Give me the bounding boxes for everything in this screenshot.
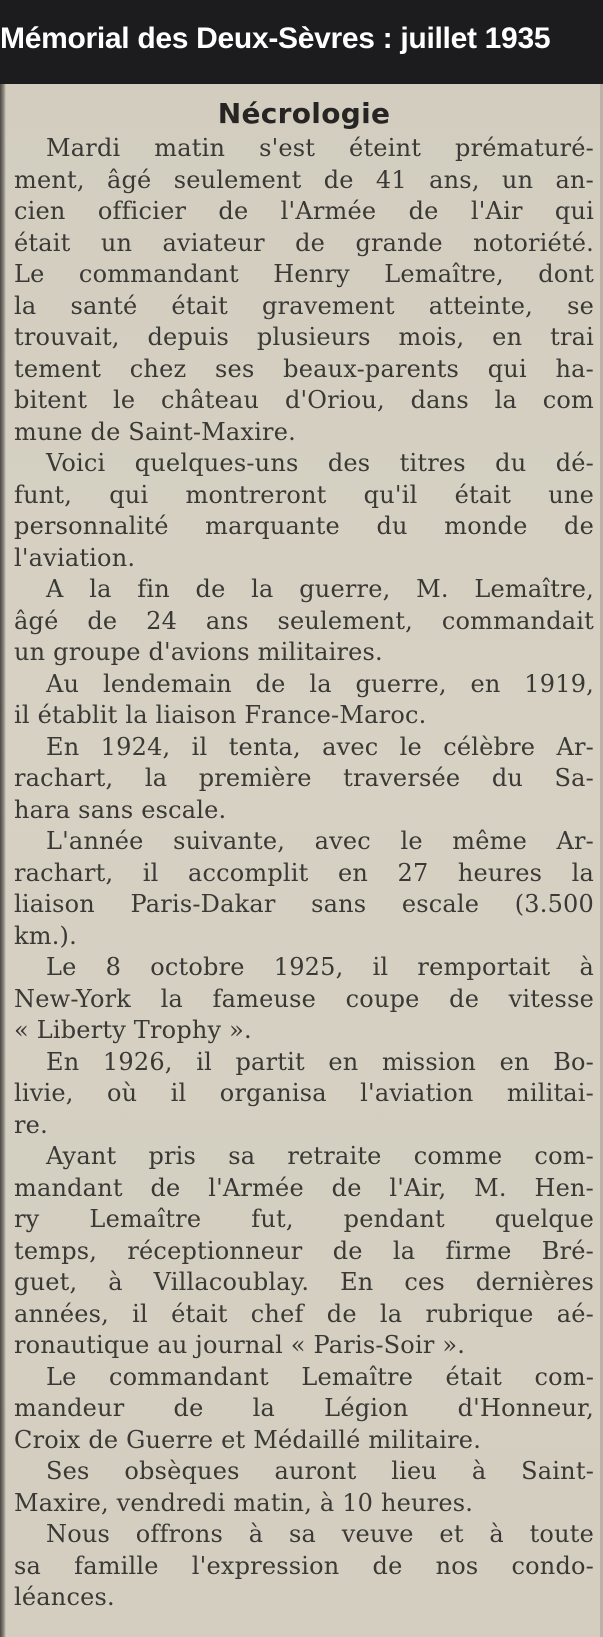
text-line: New-York la fameuse coupe de vitesse: [14, 984, 594, 1013]
text-line: temps, réceptionneur de la firme Bré-: [14, 1236, 594, 1265]
page-title: Mémorial des Deux-Sèvres : juillet 1935: [0, 22, 551, 55]
article-headline: Nécrologie: [217, 97, 391, 130]
text-line: En 1926, il partit en mission en Bo-: [46, 1047, 594, 1076]
text-line: Le commandant Lemaître était com-: [46, 1362, 594, 1391]
text-line: funt, qui montreront qu'il était une: [14, 480, 594, 509]
obituary-article: [14, 84, 594, 1614]
text-line: l'aviation.: [14, 543, 136, 572]
text-line: rachart, la première traversée du Sa-: [14, 764, 594, 792]
article-body: [14, 133, 594, 1614]
newspaper-clipping: [0, 84, 603, 1637]
text-line: mandeur de la Légion d'Honneur,: [14, 1394, 594, 1422]
text-line: bitent le château d'Oriou, dans la com: [14, 386, 594, 414]
text-line: cien officier de l'Armée de l'Air qui: [14, 197, 594, 225]
text-line: années, il était chef de la rubrique aé-: [14, 1299, 594, 1328]
text-line: ment, âgé seulement de 41 ans, un an-: [14, 165, 594, 194]
text-line: guet, à Villacoublay. En ces dernières: [14, 1268, 594, 1296]
text-line: liaison Paris-Dakar sans escale (3.500: [14, 890, 594, 918]
text-line: sa famille l'expression de nos condo-: [14, 1551, 594, 1580]
text-line: ry Lemaître fut, pendant quelque: [14, 1205, 594, 1233]
text-line: L'année suivante, avec le même Ar-: [46, 827, 594, 855]
paper-edge-left: [0, 84, 6, 1637]
text-line: personnalité marquante du monde de: [14, 512, 594, 540]
text-line: Le 8 octobre 1925, il remportait à: [46, 953, 594, 981]
text-line: Maxire, vendredi matin, à 10 heures.: [14, 1488, 474, 1517]
text-line: Ses obsèques auront lieu à Saint-: [46, 1457, 594, 1485]
text-line: Croix de Guerre et Médaillé militaire.: [14, 1425, 482, 1454]
text-line: km.).: [14, 921, 77, 950]
text-line: livie, où il organisa l'aviation militai-: [14, 1079, 594, 1107]
text-line: la santé était gravement atteinte, se: [14, 291, 594, 320]
text-line: A la fin de la guerre, M. Lemaître,: [46, 575, 594, 603]
text-line: Nous offrons à sa veuve et à toute: [46, 1520, 594, 1548]
text-line: re.: [14, 1110, 48, 1139]
text-line: était un aviateur de grande notoriété.: [14, 228, 594, 257]
text-line: rachart, il accomplit en 27 heures la: [14, 858, 594, 887]
text-line: âgé de 24 ans seulement, commandait: [14, 606, 594, 635]
text-line: Voici quelques-uns des titres du dé-: [46, 449, 594, 477]
text-line: trouvait, depuis plusieurs mois, en trai: [14, 323, 594, 351]
text-line: Le commandant Henry Lemaître, dont: [14, 260, 594, 288]
text-line: léances.: [14, 1583, 115, 1611]
text-line: Ayant pris sa retraite comme com-: [46, 1142, 594, 1170]
text-line: ronautique au journal « Paris-Soir ».: [14, 1331, 466, 1359]
text-line: Au lendemain de la guerre, en 1919,: [46, 669, 594, 698]
text-line: Mardi matin s'est éteint prématuré-: [46, 134, 594, 162]
text-line: il établit la liaison France-Maroc.: [14, 701, 427, 729]
text-line: En 1924, il tenta, avec le célèbre Ar-: [46, 732, 594, 761]
text-line: mandant de l'Armée de l'Air, M. Hen-: [14, 1173, 594, 1202]
text-line: hara sans escale.: [14, 795, 227, 824]
text-line: un groupe d'avions militaires.: [14, 638, 383, 666]
header-bar: [0, 0, 603, 82]
text-line: mune de Saint-Maxire.: [14, 417, 296, 446]
text-line: « Liberty Trophy ».: [14, 1016, 252, 1044]
text-line: tement chez ses beaux-parents qui ha-: [14, 354, 594, 383]
